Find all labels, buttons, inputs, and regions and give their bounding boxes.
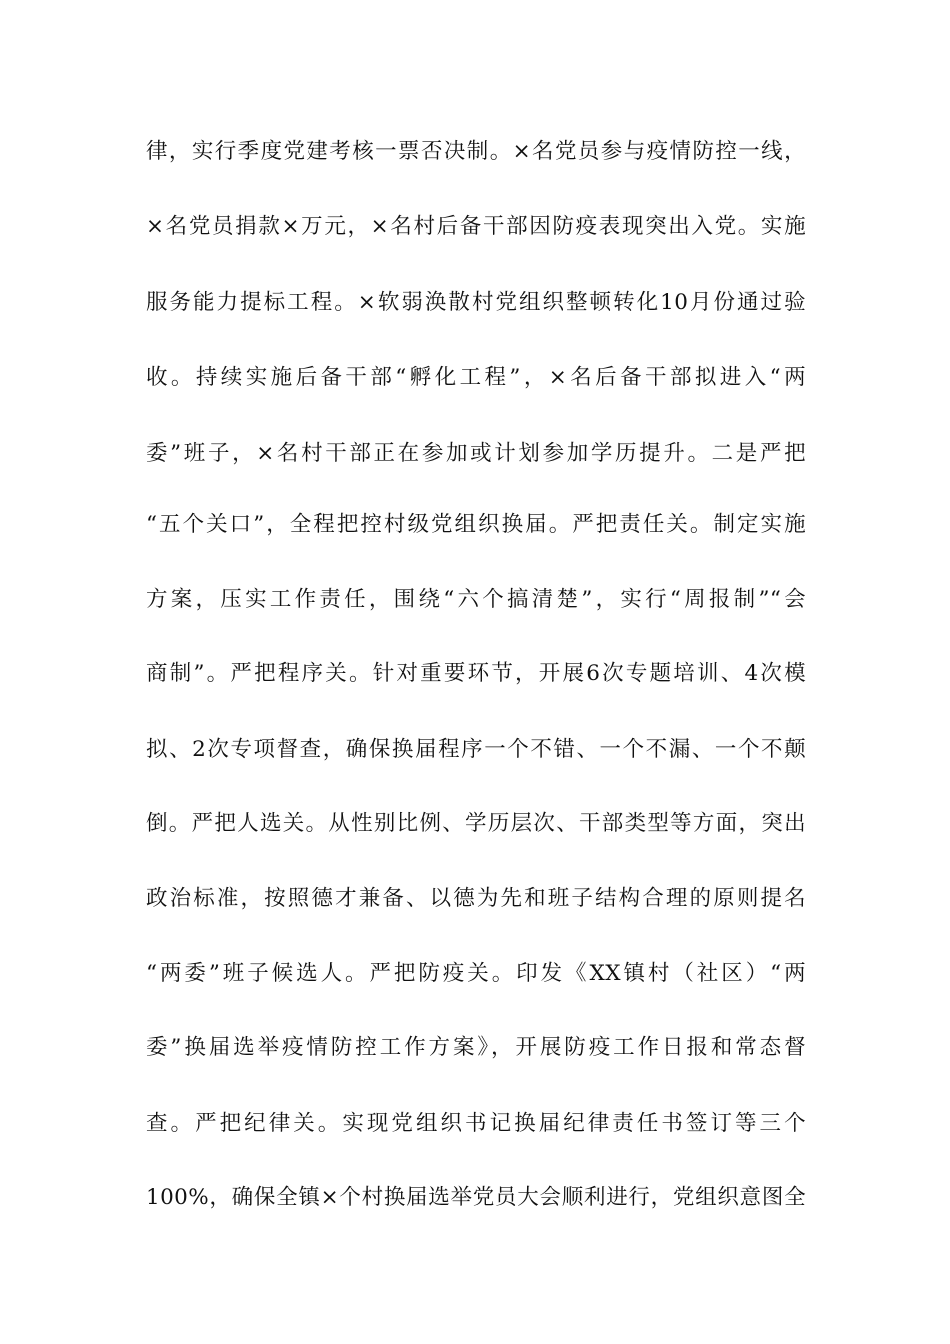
text-line-4: 收。持续实施后备干部“孵化工程”，×名后备干部拟进入“两 (146, 365, 806, 390)
text-line-10: 倒。严把人选关。从性别比例、学历层次、干部类型等方面，突出 (146, 811, 806, 836)
text-line-3: 服务能力提标工程。×软弱涣散村党组织整顿转化10月份通过验 (146, 290, 806, 315)
text-line-14: 查。严把纪律关。实现党组织书记换届纪律责任书签订等三个 (146, 1111, 806, 1136)
text-line-9: 拟、2次专项督查，确保换届程序一个不错、一个不漏、一个不颠 (146, 737, 806, 762)
text-line-5: 委”班子，×名村干部正在参加或计划参加学历提升。二是严把 (146, 441, 806, 466)
text-line-6: “五个关口”，全程把控村级党组织换届。严把责任关。制定实施 (146, 512, 806, 537)
text-line-12: “两委”班子候选人。严把防疫关。印发《XX镇村（社区）“两 (146, 961, 806, 986)
text-line-8: 商制”。严把程序关。针对重要环节，开展6次专题培训、4次模 (146, 661, 806, 686)
text-line-2: ×名党员捐款×万元，×名村后备干部因防疫表现突出入党。实施 (146, 214, 806, 239)
text-line-1: 律，实行季度党建考核一票否决制。×名党员参与疫情防控一线， (146, 139, 806, 164)
text-line-7: 方案，压实工作责任，围绕“六个搞清楚”，实行“周报制”“会 (146, 587, 806, 612)
text-line-15: 100%，确保全镇×个村换届选举党员大会顺利进行，党组织意图全 (146, 1185, 806, 1210)
text-line-11: 政治标准，按照德才兼备、以德为先和班子结构合理的原则提名 (146, 886, 806, 911)
text-line-13: 委”换届选举疫情防控工作方案》，开展防疫工作日报和常态督 (146, 1035, 806, 1060)
